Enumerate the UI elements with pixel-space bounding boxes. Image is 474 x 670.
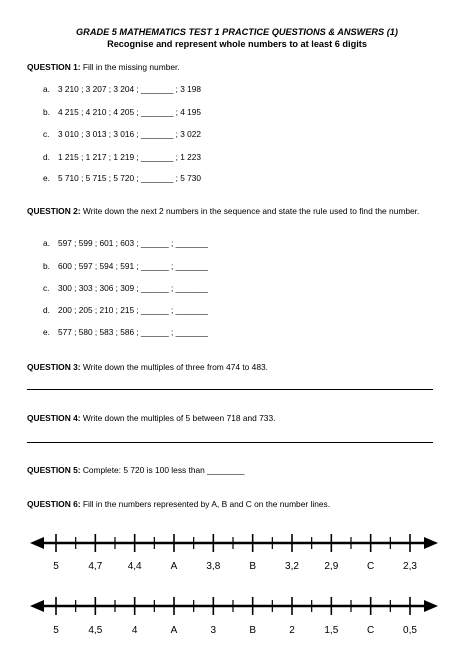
q2-item-a-text: 597 ; 599 ; 601 ; 603 ; ______ ; _______ [58, 238, 208, 248]
q1-item-b-text: 4 215 ; 4 210 ; 4 205 ; _______ ; 4 195 [58, 107, 202, 117]
q1-item-a [43, 84, 201, 94]
number-line-1-label: 4,4 [127, 561, 142, 572]
number-line-1-label: B [249, 561, 257, 572]
question-2 [27, 206, 447, 217]
q1-item-b-letter: b. [43, 107, 50, 117]
worksheet-title: GRADE 5 MATHEMATICS TEST 1 PRACTICE QUESTIONS & ANSWERS (1) [76, 27, 398, 37]
number-line-2-label: 2 [289, 625, 295, 636]
q1-item-d-letter: d. [43, 152, 50, 162]
question-5-label: QUESTION 5: [27, 465, 81, 475]
q2-item-b-text: 600 ; 597 ; 594 ; 591 ; ______ ; _______ [58, 261, 208, 271]
number-line-1-label: 5 [53, 561, 59, 572]
number-line-2-label: 3 [210, 625, 217, 636]
q2-item-a-letter: a. [43, 238, 50, 248]
q3-answer-line[interactable] [27, 389, 433, 390]
q2-item-e-text: 577 ; 580 ; 583 ; 586 ; ______ ; _______ [58, 327, 208, 337]
q2-item-a [43, 238, 208, 248]
question-3-label: QUESTION 3: [27, 362, 81, 372]
number-line-2-labels [53, 625, 417, 636]
number-line-2-left-arrow [30, 600, 44, 612]
q2-item-c-text: 300 ; 303 ; 306 ; 309 ; ______ ; _______ [58, 283, 208, 293]
question-5 [27, 465, 244, 476]
question-6-label: QUESTION 6: [27, 499, 81, 509]
question-1 [27, 62, 180, 73]
number-line-1-labels [53, 561, 417, 572]
q2-item-d-letter: d. [43, 305, 50, 315]
number-line-1-left-arrow [30, 537, 44, 549]
worksheet-subtitle: Recognise and represent whole numbers to at least 6 digits [107, 39, 367, 49]
number-line-1-right-arrow [424, 537, 438, 549]
q1-item-a-letter: a. [43, 84, 50, 94]
number-line-2-label: 0,5 [403, 625, 417, 636]
q2-item-d [43, 305, 208, 315]
question-3-text: Write down the multiples of three from 474 to 483. [80, 362, 268, 372]
q2-item-c [43, 283, 208, 293]
q1-item-a-text: 3 210 ; 3 207 ; 3 204 ; _______ ; 3 198 [58, 84, 202, 94]
q1-item-c [43, 129, 201, 139]
q1-item-d-text: 1 215 ; 1 217 ; 1 219 ; _______ ; 1 223 [58, 152, 202, 162]
question-6-text: Fill in the numbers represented by A, B and C on the number lines. [80, 499, 331, 509]
number-line-2-label: C [367, 625, 375, 636]
question-5-text: Complete: 5 720 is 100 less than ________ [80, 465, 245, 475]
q2-item-c-letter: c. [43, 283, 50, 293]
number-line-1-label: 4,7 [88, 561, 103, 572]
q1-item-e-letter: e. [43, 173, 50, 183]
q2-item-b-letter: b. [43, 261, 50, 271]
question-2-label: QUESTION 2: [27, 206, 81, 216]
q1-item-c-text: 3 010 ; 3 013 ; 3 016 ; _______ ; 3 022 [58, 129, 202, 139]
q4-answer-line[interactable] [27, 442, 433, 443]
question-4 [27, 413, 275, 424]
number-line-2-right-arrow [424, 600, 438, 612]
q2-item-e-letter: e. [43, 327, 50, 337]
q2-item-b [43, 261, 208, 271]
number-line-1-label: A [170, 561, 178, 572]
q2-item-e [43, 327, 208, 337]
question-1-label: QUESTION 1: [27, 62, 81, 72]
question-4-text: Write down the multiples of 5 between 718 and 733. [80, 413, 276, 423]
q1-item-e [43, 173, 201, 183]
number-line-2 [0, 593, 474, 643]
question-4-label: QUESTION 4: [27, 413, 81, 423]
q2-item-d-text: 200 ; 205 ; 210 ; 215 ; ______ ; _______ [58, 305, 208, 315]
question-1-text: Fill in the missing number. [80, 62, 180, 72]
number-line-1-label: 3,8 [206, 561, 221, 572]
question-3 [27, 362, 268, 373]
question-6 [27, 499, 330, 510]
number-line-1-label: C [367, 561, 375, 572]
q1-item-b [43, 107, 201, 117]
number-line-1-label: 3,2 [285, 561, 299, 572]
number-line-2-label: 1,5 [324, 625, 339, 636]
number-line-1 [0, 528, 474, 578]
question-2-text: Write down the next 2 numbers in the sequence and state the rule used to find the number. [80, 206, 420, 216]
number-line-1-label: 2,3 [403, 561, 417, 572]
number-line-2-label: A [170, 625, 178, 636]
number-line-2-label: B [249, 625, 257, 636]
q1-item-c-letter: c. [43, 129, 50, 139]
q1-item-e-text: 5 710 ; 5 715 ; 5 720 ; _______ ; 5 730 [58, 173, 202, 183]
number-line-2-label: 4,5 [88, 625, 103, 636]
number-line-2-label: 5 [53, 625, 59, 636]
number-line-2-label: 4 [131, 625, 138, 636]
q1-item-d [43, 152, 201, 162]
number-line-1-label: 2,9 [324, 561, 339, 572]
